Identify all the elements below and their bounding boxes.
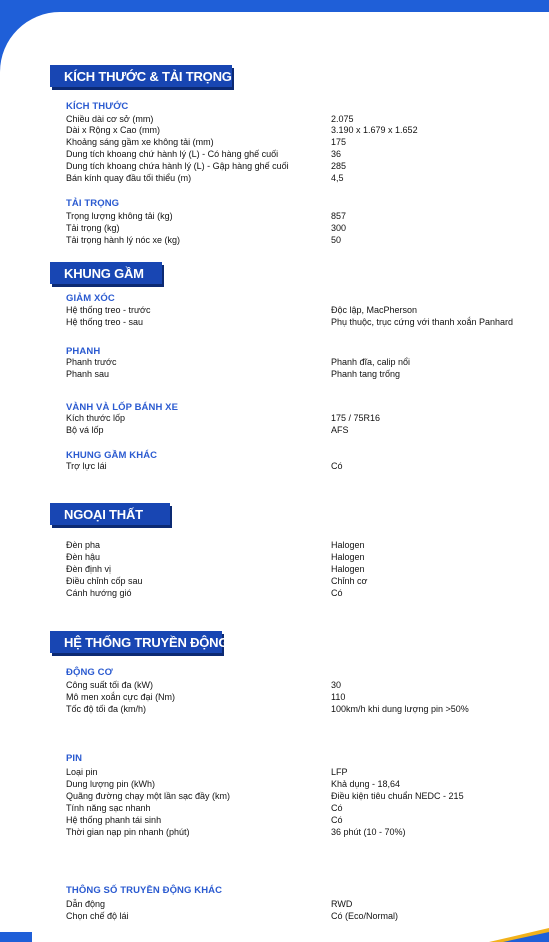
spec-value: 175: [331, 137, 347, 147]
spec-row: [66, 779, 536, 790]
spec-value: 30: [331, 680, 342, 690]
spec-value: 857: [331, 211, 347, 221]
spec-label: Dung lượng pin (kWh): [66, 779, 155, 789]
spec-sheet: [0, 12, 549, 942]
spec-label: Chiều dài cơ sở (mm): [66, 114, 154, 124]
spec-value: Halogen: [331, 564, 365, 574]
spec-row: [66, 369, 536, 380]
spec-row: [66, 564, 536, 575]
spec-label: Tốc độ tối đa (km/h): [66, 704, 147, 714]
spec-label: Phanh sau: [66, 369, 110, 379]
spec-value: Điều kiện tiêu chuẩn NEDC - 215: [331, 791, 464, 801]
spec-row: [66, 235, 536, 246]
spec-label: Kích thước lốp: [66, 413, 125, 423]
spec-row: [66, 692, 536, 703]
spec-label: Bộ vá lốp: [66, 425, 104, 435]
spec-label: Điều chỉnh cốp sau: [66, 576, 143, 586]
spec-row: [66, 114, 536, 125]
spec-value: 4,5: [331, 173, 344, 183]
spec-label: Tải trọng hành lý nóc xe (kg): [66, 235, 181, 245]
spec-value: Có: [331, 815, 343, 825]
spec-label: Hệ thống treo - trước: [66, 305, 151, 315]
spec-value: Có: [331, 803, 343, 813]
spec-label: Trọng lượng không tải (kg): [66, 211, 173, 221]
spec-label: Dẫn động: [66, 899, 106, 909]
group-title-brakes: PHANH: [66, 346, 101, 357]
spec-value: Có (Eco/Normal): [331, 911, 399, 921]
group-title-load: TẢI TRỌNG: [66, 198, 120, 209]
spec-value: Chỉnh cơ: [331, 576, 368, 586]
spec-label: Phanh trước: [66, 357, 117, 367]
spec-label: Công suất tối đa (kW): [66, 680, 154, 690]
spec-value: 100km/h khi dung lượng pin >50%: [331, 704, 469, 714]
spec-label: Trợ lực lái: [66, 461, 107, 471]
spec-label: Hệ thống phanh tái sinh: [66, 815, 162, 825]
spec-value: Phanh đĩa, calip nổi: [331, 357, 411, 367]
spec-row: [66, 173, 536, 184]
spec-row: [66, 461, 536, 472]
spec-label: Tải trọng (kg): [66, 223, 120, 233]
spec-value: Phanh tang trống: [331, 369, 401, 379]
spec-label: Đèn định vị: [66, 564, 112, 574]
group-title-dimensions: KÍCH THƯỚC: [66, 101, 129, 112]
spec-value: Phụ thuộc, trục cứng với thanh xoắn Panhard: [331, 317, 514, 327]
spec-value: 3.190 x 1.679 x 1.652: [331, 125, 418, 135]
spec-row: [66, 704, 536, 715]
group-title-engine: ĐỘNG CƠ: [66, 667, 113, 678]
spec-row: [66, 899, 536, 910]
spec-row: [66, 803, 536, 814]
spec-value: 36 phút (10 - 70%): [331, 827, 406, 837]
spec-row: [66, 911, 536, 922]
spec-row: [66, 317, 536, 328]
spec-label: Hệ thống treo - sau: [66, 317, 144, 327]
spec-label: Khoảng sáng gầm xe không tải (mm): [66, 137, 214, 147]
spec-label: Quãng đường chạy một lần sạc đầy (km): [66, 791, 230, 801]
spec-row: [66, 413, 536, 424]
spec-row: [66, 211, 536, 222]
group-title-drivetrain-other: THÔNG SỐ TRUYỀN ĐỘNG KHÁC: [66, 885, 223, 896]
spec-row: [66, 815, 536, 826]
spec-label: Dung tích khoang chứ hành lý (L) - Có hàng ghế cuối: [66, 149, 279, 159]
spec-row: [66, 305, 536, 316]
spec-value: Halogen: [331, 540, 365, 550]
spec-label: Dài x Rộng x Cao (mm): [66, 125, 161, 135]
spec-value: RWD: [331, 899, 353, 909]
spec-row: [66, 588, 536, 599]
spec-row: [66, 552, 536, 563]
spec-value: 285: [331, 161, 347, 171]
group-title-wheels: VÀNH VÀ LỐP BÁNH XE: [66, 402, 179, 413]
spec-value: 50: [331, 235, 342, 245]
spec-value: Halogen: [331, 552, 365, 562]
spec-label: Cánh hướng gió: [66, 588, 132, 598]
spec-value: 175 / 75R16: [331, 413, 381, 423]
section-title: KHUNG GẦM: [64, 265, 144, 281]
spec-value: 300: [331, 223, 347, 233]
spec-row: [66, 149, 536, 160]
group-title-suspension: GIẢM XÓC: [66, 293, 115, 304]
spec-row: [66, 540, 536, 551]
spec-label: Tính năng sạc nhanh: [66, 803, 151, 813]
spec-value: Có: [331, 461, 343, 471]
spec-row: [66, 125, 536, 136]
bottom-right-accent: [489, 928, 549, 942]
spec-label: Dung tích khoang chứa hành lý (L) - Gập hàng ghế cuối: [66, 161, 289, 171]
spec-row: [66, 680, 536, 691]
spec-value: Khả dụng - 18,64: [331, 779, 401, 789]
section-title: HỆ THỐNG TRUYỀN ĐỘNG: [64, 634, 229, 650]
spec-row: [66, 425, 536, 436]
spec-value: 2.075: [331, 114, 354, 124]
section-title: KÍCH THƯỚC & TẢI TRỌNG: [64, 68, 232, 84]
spec-value: LFP: [331, 767, 348, 777]
spec-label: Thời gian nạp pin nhanh (phút): [66, 827, 190, 837]
spec-row: [66, 827, 536, 838]
spec-label: Bán kính quay đầu tối thiểu (m): [66, 173, 192, 183]
spec-label: Đèn pha: [66, 540, 101, 550]
spec-label: Đèn hậu: [66, 552, 101, 562]
spec-value: 110: [331, 692, 346, 702]
spec-value: Có: [331, 588, 343, 598]
group-title-battery: PIN: [66, 753, 83, 764]
spec-row: [66, 223, 536, 234]
spec-row: [66, 576, 536, 587]
spec-row: [66, 137, 536, 148]
spec-value: 36: [331, 149, 342, 159]
bottom-left-accent: [0, 932, 32, 942]
spec-label: Loại pin: [66, 767, 98, 777]
spec-row: [66, 357, 536, 368]
spec-value: AFS: [331, 425, 349, 435]
spec-row: [66, 161, 536, 172]
spec-row: [66, 767, 536, 778]
group-title-chassis-other: KHUNG GẦM KHÁC: [66, 450, 158, 461]
spec-label: Mô men xoắn cực đại (Nm): [66, 692, 176, 702]
spec-label: Chọn chế độ lái: [66, 911, 129, 921]
spec-row: [66, 791, 536, 802]
section-title: NGOẠI THẤT: [64, 506, 143, 522]
spec-value: Độc lập, MacPherson: [331, 305, 418, 315]
